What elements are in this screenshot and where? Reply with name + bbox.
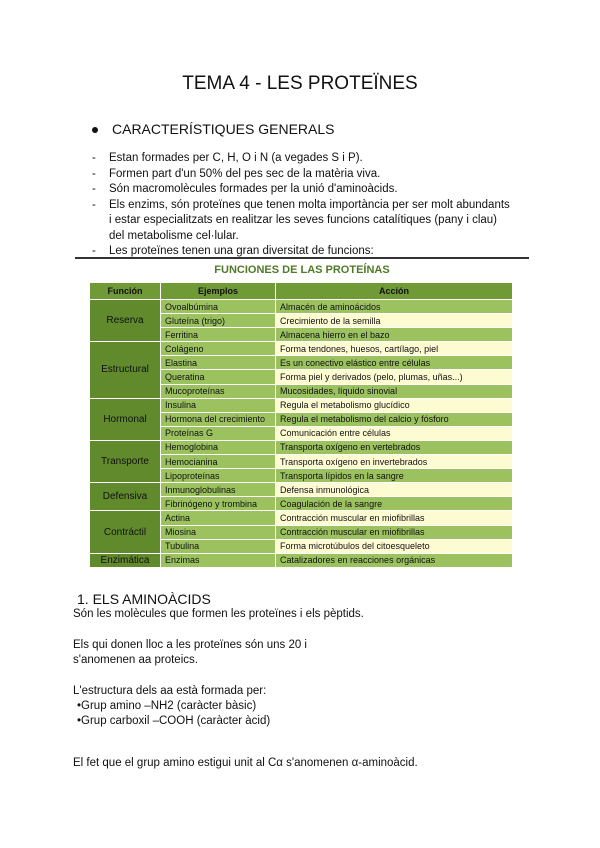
list-item: - Les proteïnes tenen una gran diversitat de funcions:: [92, 244, 512, 260]
paragraph: Els qui donen lloc a les proteïnes són uns 20 i: [73, 639, 307, 651]
divider: [75, 257, 529, 259]
section-heading-aminoacids: 1. ELS AMINOÀCIDS: [77, 591, 211, 607]
bullet-icon: [92, 127, 98, 133]
funcion-cell: Reserva: [90, 300, 161, 342]
accion-cell: Transporta lípidos en la sangre: [276, 469, 513, 483]
table-row: [90, 483, 513, 497]
ejemplo-cell: Colágeno: [161, 342, 276, 356]
page-title: TEMA 4 - LES PROTEÏNES: [182, 73, 418, 94]
accion-cell: Regula el metabolismo del calcio y fósforo: [276, 412, 513, 426]
ejemplo-cell: Hemoglobina: [161, 440, 276, 454]
paragraph: •Grup amino –NH2 (caràcter bàsic): [77, 700, 257, 712]
header-accion: Acción: [276, 283, 513, 300]
ejemplo-cell: Actina: [161, 511, 276, 525]
table-row: [90, 398, 513, 412]
characteristics-list: [92, 151, 512, 260]
accion-cell: Catalizadores en reacciones orgánicas: [276, 553, 513, 567]
section-heading-general: [92, 121, 335, 137]
accion-cell: Forma piel y derivados (pelo, plumas, uñas...): [276, 370, 513, 384]
accion-cell: Defensa inmunológica: [276, 483, 513, 497]
table-row: [90, 553, 513, 567]
ejemplo-cell: Ovoalbúmina: [161, 300, 276, 314]
accion-cell: Contracción muscular en miofibrillas: [276, 511, 513, 525]
ejemplo-cell: Gluteína (trigo): [161, 314, 276, 328]
ejemplo-cell: Tubulina: [161, 539, 276, 553]
list-item: - Formen part d'un 50% del pes sec de la matèria viva.: [92, 167, 512, 183]
list-item: - Són macromolècules formades per la unió d'aminoàcids.: [92, 182, 512, 198]
accion-cell: Transporta oxígeno en vertebrados: [276, 440, 513, 454]
accion-cell: Crecimiento de la semilla: [276, 314, 513, 328]
accion-cell: Forma tendones, huesos, cartílago, piel: [276, 342, 513, 356]
paragraph: s'anomenen aa proteics.: [73, 654, 198, 666]
accion-cell: Forma microtúbulos del citoesqueleto: [276, 539, 513, 553]
paragraph: •Grup carboxil –COOH (caràcter àcid): [77, 715, 271, 727]
ejemplo-cell: Hormona del crecimiento: [161, 412, 276, 426]
protein-functions-table: [89, 282, 513, 568]
funcion-cell: Hormonal: [90, 398, 161, 440]
table-title: FUNCIONES DE LAS PROTEÍNAS: [214, 264, 390, 276]
ejemplo-cell: Insulina: [161, 398, 276, 412]
funcion-cell: Enzimática: [90, 553, 161, 567]
ejemplo-cell: Queratina: [161, 370, 276, 384]
header-funcion: Función: [90, 283, 161, 300]
accion-cell: Mucosidades, líquido sinovial: [276, 384, 513, 398]
table-row: [90, 300, 513, 314]
list-item: - Estan formades per C, H, O i N (a vegades S i P).: [92, 151, 512, 167]
funcion-cell: Estructural: [90, 342, 161, 398]
accion-cell: Almacena hierro en el bazo: [276, 328, 513, 342]
table-row: [90, 342, 513, 356]
ejemplo-cell: Elastina: [161, 356, 276, 370]
table-row: [90, 511, 513, 525]
ejemplo-cell: Ferritina: [161, 328, 276, 342]
accion-cell: Transporta oxígeno en invertebrados: [276, 455, 513, 469]
accion-cell: Almacén de aminoácidos: [276, 300, 513, 314]
paragraph: El fet que el grup amino estigui unit al Cα s'anomenen α-aminoàcid.: [73, 757, 418, 769]
list-item: - Els enzims, són proteïnes que tenen molta importància per ser molt abundants i estar especialitzats en realitzar les seves funcions catalítiques (pany i clau) del metabolisme cel·lular.: [92, 198, 512, 245]
paragraph: Són les molècules que formen les proteïnes i els pèptids.: [73, 608, 364, 620]
ejemplo-cell: Miosina: [161, 525, 276, 539]
paragraph: L'estructura dels aa està formada per:: [73, 685, 267, 697]
funcion-cell: Defensiva: [90, 483, 161, 511]
accion-cell: Es un conectivo elástico entre células: [276, 356, 513, 370]
accion-cell: Coagulación de la sangre: [276, 497, 513, 511]
ejemplo-cell: Hemocianina: [161, 455, 276, 469]
table-row: [90, 440, 513, 454]
ejemplo-cell: Inmunoglobulinas: [161, 483, 276, 497]
accion-cell: Comunicación entre células: [276, 426, 513, 440]
accion-cell: Contracción muscular en miofibrillas: [276, 525, 513, 539]
ejemplo-cell: Enzimas: [161, 553, 276, 567]
funcion-cell: Contráctil: [90, 511, 161, 553]
section-heading-text: CARACTERÍSTIQUES GENERALS: [112, 121, 335, 137]
ejemplo-cell: Mucoproteínas: [161, 384, 276, 398]
header-ejemplos: Ejemplos: [161, 283, 276, 300]
accion-cell: Regula el metabolismo glucídico: [276, 398, 513, 412]
funcion-cell: Transporte: [90, 440, 161, 482]
ejemplo-cell: Lipoproteínas: [161, 469, 276, 483]
ejemplo-cell: Proteínas G: [161, 426, 276, 440]
ejemplo-cell: Fibrinógeno y trombina: [161, 497, 276, 511]
